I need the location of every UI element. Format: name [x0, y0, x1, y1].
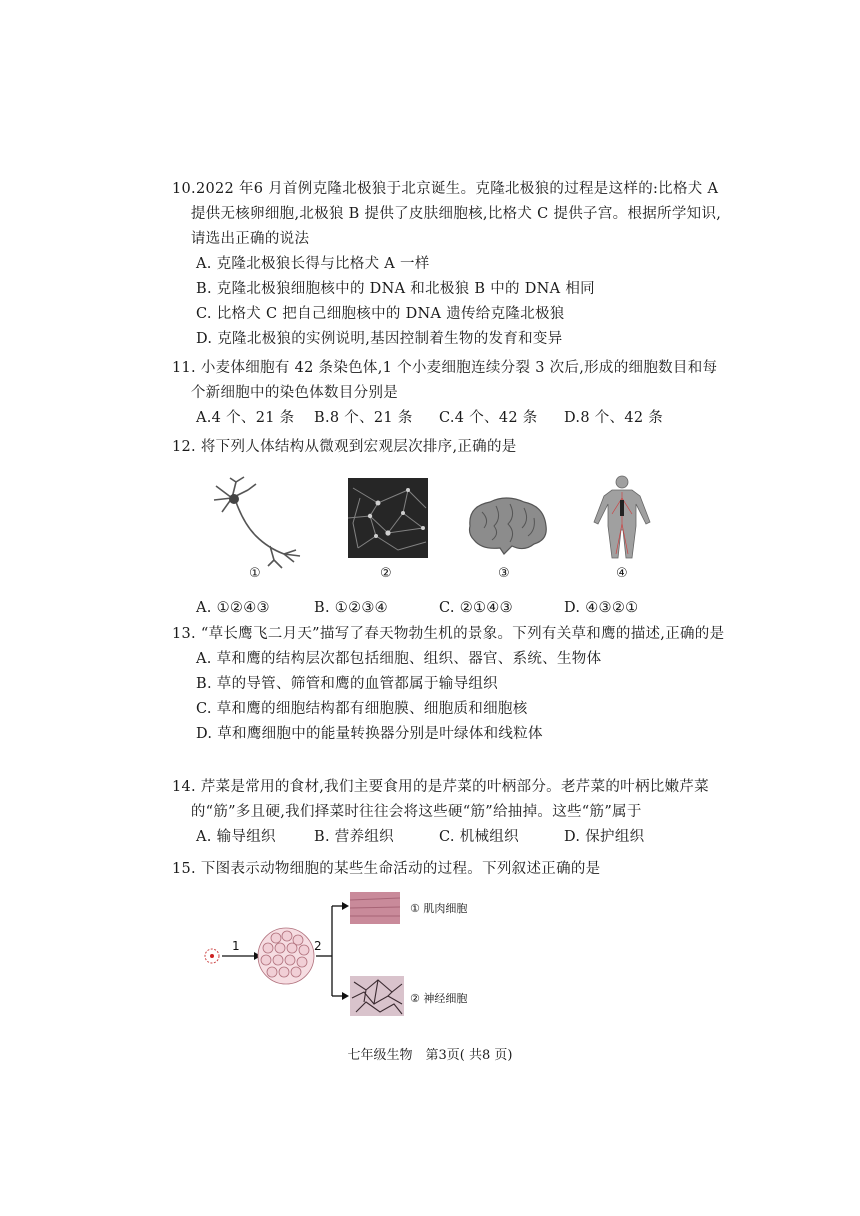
question-14-stem: 14. 芹菜是常用的食材,我们主要食用的是芹菜的叶柄部分。老芹菜的叶柄比嫩芹菜的“筋”多且硬,我们择菜时往往会将这些硬“筋”给抽掉。这些“筋”属于	[172, 779, 709, 820]
muscle-cell-label: ① 肌肉细胞	[410, 902, 468, 915]
question-13-stem: 13. “草长鹰飞二月天”描写了春天物勃生机的景象。下列有关草和鹰的描述,正确的是	[172, 626, 725, 642]
nerve-cell-label: ② 神经细胞	[410, 992, 468, 1005]
arrow-2-label: 2	[314, 939, 322, 953]
question-13	[172, 622, 732, 747]
page-footer: 七年级生物 第3页( 共8 页)	[347, 1048, 513, 1063]
figure-label-4: ④	[616, 566, 628, 581]
human-body-image	[582, 474, 662, 564]
question-10-option-a: A. 克隆北极狼长得与比格犬 A 一样	[196, 256, 430, 272]
question-11-option-a: A.4 个、21 条	[196, 410, 295, 426]
question-12-option-a: A. ①②④③	[196, 600, 270, 616]
question-12-figure	[196, 470, 686, 588]
question-15-figure	[198, 886, 504, 1036]
cell-cluster	[258, 928, 314, 984]
question-13-option-b: B. 草的导管、筛管和鹰的血管都属于输导组织	[196, 676, 498, 692]
question-12-stem: 12. 将下列人体结构从微观到宏观层次排序,正确的是	[172, 439, 517, 455]
nervous-tissue-image	[348, 478, 428, 558]
question-10-option-c: C. 比格犬 C 把自己细胞核中的 DNA 遗传给克隆北极狼	[196, 306, 565, 322]
question-10-option-b: B. 克隆北极狼细胞核中的 DNA 和北极狼 B 中的 DNA 相同	[196, 281, 595, 297]
neuron-image	[204, 476, 314, 571]
question-11-option-c: C.4 个、42 条	[439, 410, 538, 426]
question-12-option-b: B. ①②③④	[314, 600, 388, 616]
question-14-option-b: B. 营养组织	[314, 829, 394, 845]
arrow-1-label: 1	[232, 939, 240, 953]
question-13-option-d: D. 草和鹰细胞中的能量转换器分别是叶绿体和线粒体	[196, 726, 543, 742]
question-10-stem: 10.2022 年6 月首例克隆北极狼于北京诞生。克隆北极狼的过程是这样的:比格犬 A 提供无核卵细胞,北极狼 B 提供了皮肤细胞核,比格犬 C 提供子宫。根据所学知识,请选出正确的说法	[172, 181, 722, 247]
question-11-options	[172, 406, 732, 431]
question-12-option-d: D. ④③②①	[564, 600, 639, 616]
muscle-cell-image	[350, 892, 400, 924]
figure-label-1: ①	[249, 566, 261, 581]
question-13-option-a: A. 草和鹰的结构层次都包括细胞、组织、器官、系统、生物体	[196, 651, 602, 667]
question-14-option-a: A. 输导组织	[196, 829, 276, 845]
question-11-stem: 11. 小麦体细胞有 42 条染色体,1 个小麦细胞连续分裂 3 次后,形成的细胞数目和每个新细胞中的染色体数目分别是	[172, 360, 718, 401]
figure-label-2: ②	[380, 566, 392, 581]
question-14-option-d: D. 保护组织	[564, 829, 645, 845]
question-11-option-b: B.8 个、21 条	[314, 410, 413, 426]
question-14-options	[172, 825, 732, 850]
question-11	[172, 356, 732, 431]
question-11-option-d: D.8 个、42 条	[564, 410, 664, 426]
question-15-stem: 15. 下图表示动物细胞的某些生命活动的过程。下列叙述正确的是	[172, 861, 601, 877]
question-15	[172, 857, 732, 882]
question-12-options	[172, 596, 732, 621]
question-14-option-c: C. 机械组织	[439, 829, 519, 845]
question-14	[172, 775, 732, 850]
question-10-option-d: D. 克隆北极狼的实例说明,基因控制着生物的发育和变异	[196, 331, 563, 347]
brain-image	[462, 492, 552, 562]
figure-label-3: ③	[498, 566, 510, 581]
question-12	[172, 435, 732, 460]
question-10	[172, 177, 732, 352]
cell-differentiation-diagram	[198, 886, 504, 1036]
question-13-option-c: C. 草和鹰的细胞结构都有细胞膜、细胞质和细胞核	[196, 701, 528, 717]
nerve-cell-image	[350, 976, 404, 1016]
question-12-option-c: C. ②①④③	[439, 600, 513, 616]
